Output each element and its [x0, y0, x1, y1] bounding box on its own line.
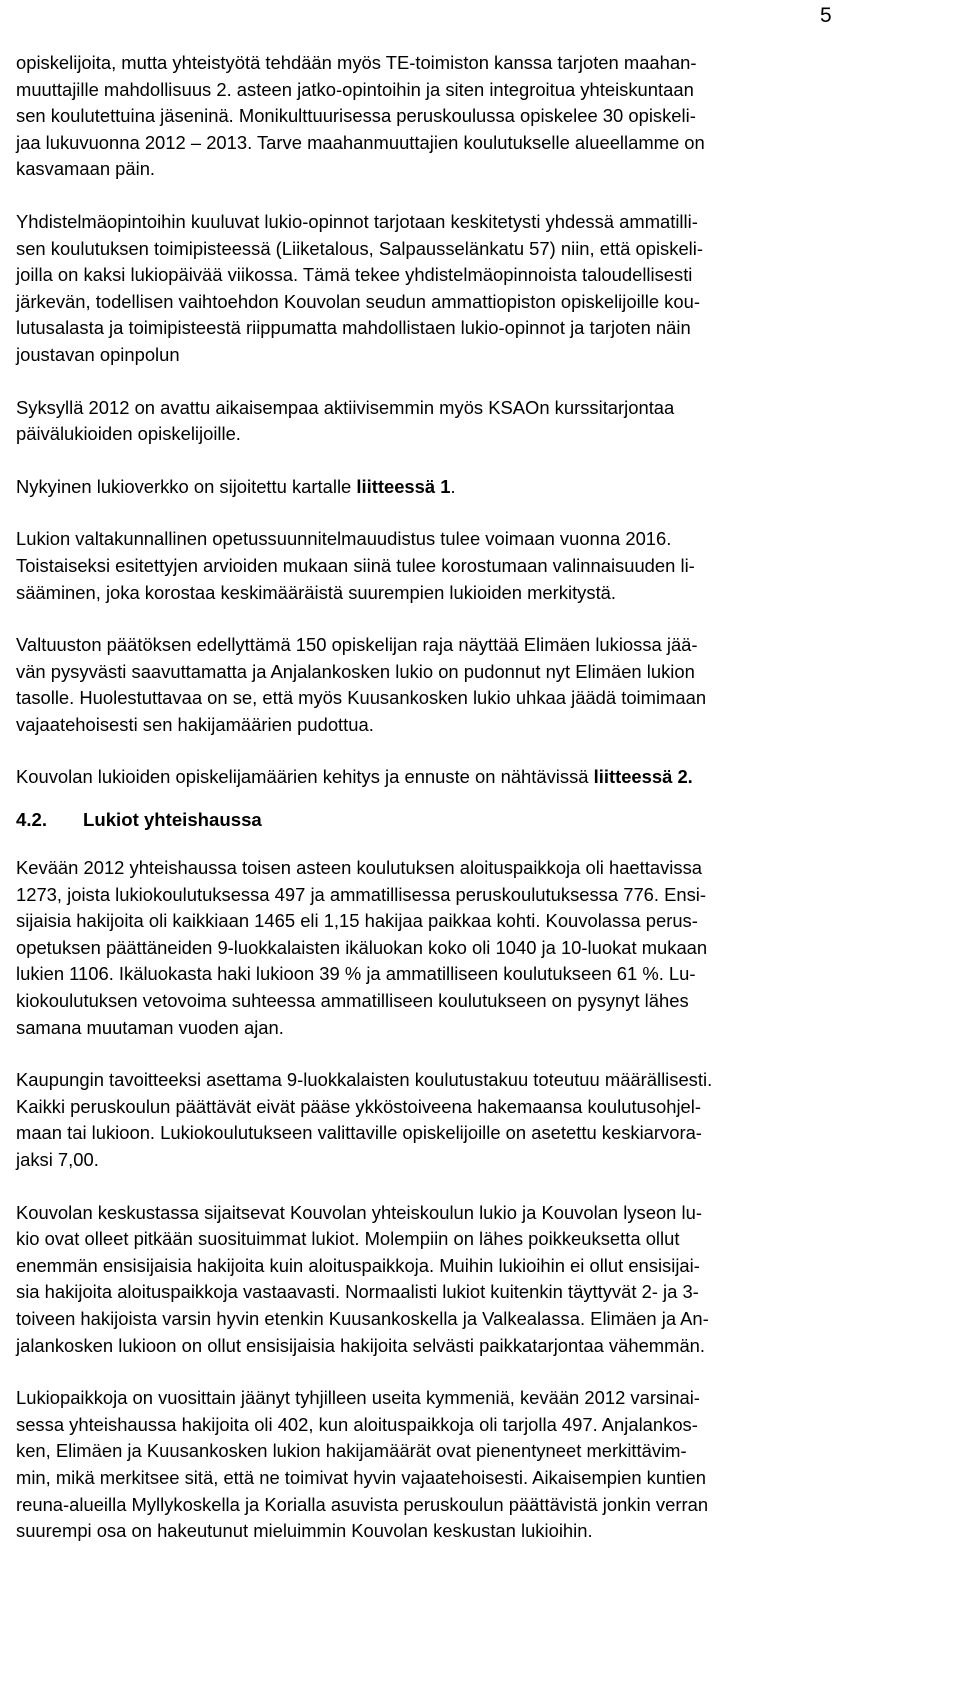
- text-line: suurempi osa on hakeutunut mieluimmin Kouvolan keskustan lukioihin.: [16, 1520, 593, 1542]
- paragraph-popular-schools: [16, 1200, 894, 1360]
- text-line: Toistaiseksi esitettyjen arvioiden mukaan siinä tulee korostumaan valinnaisuuden li-: [16, 554, 695, 576]
- text-line: Kouvolan keskustassa sijaitsevat Kouvolan yhteiskoulun lukio ja Kouvolan lyseon lu-: [16, 1201, 702, 1223]
- text-line: jalankosken lukioon on ollut ensisijaisia hakijoita selvästi paikkatarjontaa vähemmän.: [16, 1334, 706, 1356]
- text-line: sijaisia hakijoita oli kaikkiaan 1465 eli 1,15 hakijaa paikkaa kohti. Kouvolassa perus-: [16, 910, 698, 932]
- text-line: lukien 1106. Ikäluokasta haki lukioon 39 % ja ammatilliseen koulutukseen 61 %. Lu-: [16, 963, 696, 985]
- section-title: Lukiot yhteishaussa: [83, 809, 262, 831]
- text-line: toiveen hakijoista varsin hyvin etenkin Kuusankoskella ja Valkealassa. Elimäen ja An-: [16, 1307, 709, 1329]
- text-span: Nykyinen lukioverkko on sijoitettu kartalle: [16, 475, 357, 497]
- text-line: kio ovat olleet pitkään suosituimmat lukiot. Molempiin on lähes poikkeuksetta ollut: [16, 1228, 680, 1250]
- paragraph-immigrant-education: [16, 50, 894, 183]
- text-line: 1273, joista lukiokoulutuksessa 497 ja ammatillisessa peruskoulutuksessa 776. Ensi-: [16, 883, 707, 905]
- text-line: min, mikä merkitsee sitä, että ne toimivat hyvin vajaatehoisesti. Aikaisempien kuntien: [16, 1466, 706, 1488]
- paragraph-student-limit: [16, 632, 894, 738]
- text-line: opiskelijoita, mutta yhteistyötä tehdään myös TE-toimiston kanssa tarjoten maahan-: [16, 52, 697, 73]
- document-body: [16, 50, 894, 1545]
- text-line: Syksyllä 2012 on avattu aikaisempaa aktiivisemmin myös KSAOn kurssitarjontaa: [16, 396, 675, 418]
- text-line: jaksi 7,00.: [16, 1149, 99, 1170]
- section-number: 4.2.: [16, 809, 48, 831]
- text-line: joilla on kaksi lukiopäivää viikossa. Tämä tekee yhdistelmäopinnoista taloudellisesti: [16, 264, 693, 286]
- text-line: kasvamaan päin.: [16, 158, 156, 180]
- text-line: reuna-alueilla Myllykoskella ja Korialla asuvista peruskoulun päättävistä jonkin verran: [16, 1493, 709, 1515]
- text-line: [16, 764, 894, 791]
- text-line: sia hakijoita aloituspaikkoja vastaavasti. Normaalisti lukiot kuitenkin täyttyvät 2- ja 3-: [16, 1281, 699, 1303]
- text-line: joustavan opinpolun: [16, 343, 180, 365]
- text-line: Kevään 2012 yhteishaussa toisen asteen koulutuksen aloituspaikkoja oli haettavissa: [16, 857, 703, 879]
- text-line: lutusalasta ja toimipisteestä riippumatta mahdollistaen lukio-opinnot ja tarjoten näin: [16, 317, 691, 339]
- text-line: ken, Elimäen ja Kuusankosken lukion hakijamäärät ovat pienentyneet merkittävim-: [16, 1440, 687, 1462]
- text-line: Yhdistelmäopintoihin kuuluvat lukio-opinnot tarjotaan keskitetysti yhdessä ammatilli-: [16, 210, 698, 232]
- text-span: Kouvolan lukioiden opiskelijamäärien kehitys ja ennuste on nähtävissä: [16, 766, 594, 788]
- text-line: sen koulutuksen toimipisteessä (Liiketalous, Salpausselänkatu 57) niin, että opiskeli-: [16, 237, 703, 259]
- text-line: Kaupungin tavoitteeksi asettama 9-luokkalaisten koulutustakuu toteutuu määrällisesti.: [16, 1069, 713, 1091]
- text-line: muuttajille mahdollisuus 2. asteen jatko-opintoihin ja siten integroitua yhteiskuntaan: [16, 78, 694, 100]
- paragraph-ksao-courses: [16, 395, 894, 448]
- text-line: päivälukioiden opiskelijoille.: [16, 423, 241, 445]
- text-line: Lukiopaikkoja on vuosittain jäänyt tyhjilleen useita kymmeniä, kevään 2012 varsinai-: [16, 1387, 700, 1409]
- paragraph-joint-application: [16, 855, 894, 1041]
- appendix-reference: liitteessä 1: [356, 475, 451, 497]
- text-line: samana muutaman vuoden ajan.: [16, 1016, 284, 1038]
- appendix-reference: liitteessä 2.: [593, 766, 693, 788]
- text-line: sessa yhteishaussa hakijoita oli 402, kun aloituspaikkoja oli tarjolla 497. Anjalankos-: [16, 1413, 698, 1435]
- text-line: opetuksen päättäneiden 9-luokkalaisten ikäluokan koko oli 1040 ja 10-luokat mukaan: [16, 936, 708, 958]
- text-line: enemmän ensisijaisia hakijoita kuin aloituspaikkoja. Muihin lukioihin ei ollut ensisijai-: [16, 1254, 700, 1276]
- paragraph-combined-studies: [16, 209, 894, 369]
- paragraph-curriculum-reform: [16, 526, 894, 606]
- paragraph-education-guarantee: [16, 1067, 894, 1173]
- text-line: [16, 474, 894, 501]
- text-line: maan tai lukioon. Lukiokoulutukseen valittaville opiskelijoille on asetettu keskiarvora-: [16, 1122, 702, 1144]
- text-line: järkevän, todellisen vaihtoehdon Kouvolan seudun ammattiopiston opiskelijoille kou-: [16, 290, 700, 312]
- text-line: Kaikki peruskoulun päättävät eivät pääse ykköstoiveena hakemaansa koulutusohjel-: [16, 1095, 701, 1117]
- paragraph-network-map: [16, 474, 894, 501]
- paragraph-student-forecast: [16, 764, 894, 791]
- text-line: kiokoulutuksen vetovoima suhteessa ammatilliseen koulutukseen on pysynyt lähes: [16, 990, 689, 1012]
- text-line: vän pysyvästi saavuttamatta ja Anjalankosken lukio on pudonnut nyt Elimäen lukion: [16, 660, 695, 682]
- paragraph-empty-places: [16, 1385, 894, 1545]
- text-line: Lukion valtakunnallinen opetussuunnitelmauudistus tulee voimaan vuonna 2016.: [16, 528, 672, 550]
- section-heading: [16, 805, 894, 835]
- text-line: Valtuuston päätöksen edellyttämä 150 opiskelijan raja näyttää Elimäen lukiossa jää-: [16, 634, 698, 656]
- text-line: vajaatehoisesti sen hakijamäärien pudottua.: [16, 713, 374, 735]
- text-line: tasolle. Huolestuttavaa on se, että myös Kuusankosken lukio uhkaa jäädä toimimaan: [16, 687, 707, 709]
- text-line: jaa lukuvuonna 2012 – 2013. Tarve maahanmuuttajien koulutukselle alueellamme on: [16, 131, 705, 153]
- page-number: 5: [820, 4, 832, 27]
- text-line: sääminen, joka korostaa keskimääräistä suurempien lukioiden merkitystä.: [16, 581, 617, 603]
- text-line: sen koulutettuina jäseninä. Monikulttuurisessa peruskoulussa opiskelee 30 opiskeli-: [16, 105, 696, 127]
- text-span: .: [450, 475, 456, 497]
